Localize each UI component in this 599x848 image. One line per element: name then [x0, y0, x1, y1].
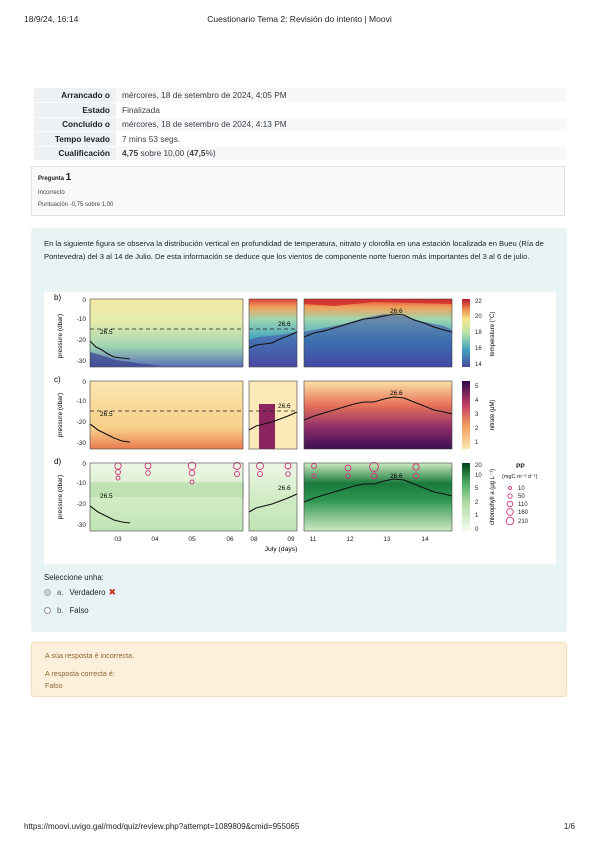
- ytick-b-10: -10: [76, 316, 86, 323]
- answer-option-b[interactable]: [44, 604, 89, 617]
- isotherm-label-d1: 26.5: [100, 493, 113, 500]
- cb-temp-tick-18: 18: [475, 330, 482, 336]
- panel-b-temperature: [90, 299, 452, 367]
- page-number: 1/6: [563, 822, 575, 831]
- isotherm-label-c3: 26.6: [390, 390, 403, 397]
- pp-legend-10: 10: [518, 486, 525, 492]
- cb-chl-tick-0: 0: [475, 527, 479, 533]
- page-url: https://moovi.uvigo.gal/mod/quiz/review.php?attempt=1089809&cmid=955065: [24, 822, 300, 831]
- summary-row-started: [34, 88, 566, 103]
- cb-temp-tick-20: 20: [475, 314, 482, 320]
- isotherm-label-b1: 26.5: [100, 329, 113, 336]
- answer-prompt: Seleccione unha:: [44, 573, 104, 582]
- grade-points: 4,75: [122, 148, 139, 159]
- summary-row-completed: [34, 117, 566, 132]
- xtick-09: 09: [287, 536, 295, 543]
- radio-b[interactable]: [44, 607, 51, 614]
- document-title: Cuestionario Tema 2: Revisión do intento | Moovi: [207, 14, 392, 24]
- ytick-b-20: -20: [76, 337, 86, 344]
- xtick-05: 05: [188, 536, 196, 543]
- pp-legend: [502, 463, 538, 525]
- cb-chl-tick-5: 5: [475, 486, 479, 492]
- option-label-a: Verdadero: [69, 588, 106, 597]
- summary-value: mércores, 18 de setembro de 2024, 4:13 PM: [116, 117, 566, 132]
- grade-end: %): [205, 148, 216, 159]
- cb-nit-tick-4: 4: [475, 398, 479, 404]
- question-number-prefix: Pregunta: [38, 176, 66, 182]
- cb-nit-tick-5: 5: [475, 384, 479, 390]
- xtick-08: 08: [250, 536, 258, 543]
- summary-label: Estado: [34, 103, 116, 118]
- xtick-12: 12: [346, 536, 354, 543]
- pp-legend-50: 50: [518, 494, 525, 500]
- xlabel: July (days): [264, 546, 298, 553]
- summary-value: Finalizada: [116, 103, 566, 118]
- figure-svg: [44, 292, 556, 564]
- question-formulation: [31, 228, 567, 632]
- radio-a[interactable]: [44, 589, 51, 596]
- isotherm-label-b2: 26.6: [278, 321, 291, 328]
- option-label-b: Falso: [69, 606, 89, 615]
- ytick-c-30: -30: [76, 440, 86, 447]
- pp-legend-160: 160: [518, 510, 529, 516]
- question-text: En la siguiente figura se observa la distribución vertical en profundidad de temperatura, nitrato y clorofila en una estación localizada en Bueu (Ría de Pontevedra) del 3 al 14 de Julio. De esta información se deduce que los vientos de componente norte fueron más importantes del 3 al 6 de julio.: [44, 239, 544, 261]
- feedback-incorrect: A súa resposta é incorrecta.: [45, 651, 135, 660]
- cb-nit-tick-1: 1: [475, 440, 479, 446]
- question-number: [38, 172, 558, 183]
- isotherm-label-b3: 26.6: [390, 308, 403, 315]
- colorbar-nitrate-label: nitrate (μM): [490, 399, 496, 431]
- xtick-13: 13: [383, 536, 391, 543]
- ytick-d-20: -20: [76, 501, 86, 508]
- print-header: [24, 14, 575, 26]
- xtick-06: 06: [226, 536, 234, 543]
- summary-row-time-taken: [34, 132, 566, 147]
- cb-chl-tick-1: 1: [475, 513, 479, 519]
- isotherm-label-c1: 26.5: [100, 411, 113, 418]
- isotherm-label-c2: 26.6: [278, 403, 291, 410]
- xtick-03: 03: [114, 536, 122, 543]
- cb-chl-tick-10: 10: [475, 473, 482, 479]
- summary-value: mércores, 18 de setembro de 2024, 4:05 PM: [116, 88, 566, 103]
- question-number-value: 1: [65, 172, 72, 183]
- answer-option-a[interactable]: [44, 586, 116, 599]
- ytick-c-0: 0: [82, 379, 86, 386]
- cb-nit-tick-3: 3: [475, 412, 479, 418]
- ylabel-panel-c: pressure (dbar): [57, 392, 64, 438]
- summary-label: Tempo levado: [34, 132, 116, 147]
- ytick-d-0: 0: [82, 461, 86, 468]
- panel-c-nitrate: [90, 381, 452, 449]
- pp-legend-110: 110: [518, 502, 528, 508]
- cb-chl-tick-20: 20: [475, 463, 482, 469]
- summary-label: Arrancado o: [34, 88, 116, 103]
- summary-row-grade: [34, 146, 566, 161]
- ytick-d-10: -10: [76, 480, 86, 487]
- cb-temp-tick-22: 22: [475, 299, 482, 305]
- colorbar-temperature: [462, 299, 470, 367]
- question-info-box: [31, 166, 565, 216]
- cb-nit-tick-2: 2: [475, 426, 479, 432]
- ytick-c-10: -10: [76, 398, 86, 405]
- xtick-14: 14: [421, 536, 429, 543]
- ylabel-panel-b: pressure (dbar): [57, 313, 64, 359]
- print-footer: [24, 822, 575, 834]
- xtick-04: 04: [151, 536, 159, 543]
- summary-label: Concluído o: [34, 117, 116, 132]
- panel-letter-b: b): [54, 293, 62, 302]
- isotherm-label-d3: 26.6: [390, 473, 403, 480]
- ytick-d-30: -30: [76, 522, 86, 529]
- isotherm-label-d2: 26.6: [278, 485, 291, 492]
- feedback-correct-answer-label: A resposta correcta é:: [45, 668, 115, 678]
- option-letter-b: b.: [57, 606, 64, 615]
- colorbar-nitrate: [462, 381, 470, 449]
- cb-chl-tick-2: 2: [475, 500, 479, 506]
- feedback-box: [31, 642, 567, 697]
- ylabel-panel-d: pressure (dbar): [57, 474, 64, 520]
- ytick-c-20: -20: [76, 419, 86, 426]
- ytick-b-30: -30: [76, 358, 86, 365]
- summary-label: Cualificación: [34, 146, 116, 161]
- incorrect-icon: ✖: [108, 587, 117, 597]
- panel-letter-d: d): [54, 457, 62, 466]
- summary-value: 7 mins 53 segs.: [116, 132, 566, 147]
- colorbar-chlorophyll: [462, 463, 470, 531]
- panel-d-chlorophyll: [90, 462, 452, 531]
- panel-letter-c: c): [54, 375, 61, 384]
- question-grade: Puntuación -0,75 sobre 1,00: [38, 202, 114, 208]
- cb-temp-tick-14: 14: [475, 362, 482, 368]
- summary-value: [116, 146, 566, 161]
- feedback-correct-answer: Falso: [45, 681, 63, 690]
- question-figure: [44, 292, 556, 564]
- question-state: Incorrecto: [38, 190, 65, 196]
- option-letter-a: a.: [57, 588, 64, 597]
- print-date: 18/9/24, 16:14: [24, 14, 79, 24]
- xtick-11: 11: [309, 536, 317, 543]
- ytick-b-0: 0: [82, 297, 86, 304]
- grade-mid: sobre 10,00 (: [138, 148, 190, 159]
- pp-legend-210: 210: [518, 519, 529, 525]
- summary-row-state: [34, 103, 566, 118]
- attempt-summary-table: [34, 88, 566, 161]
- colorbar-chlorophyll-label: chlorophyll a (μg L⁻¹): [490, 468, 496, 526]
- colorbar-temperature-label: temperature (°C): [490, 311, 496, 357]
- grade-percent: 47,5: [189, 148, 206, 159]
- pp-legend-units: (mgC m⁻³ d⁻¹): [502, 474, 538, 480]
- pp-legend-title: PP: [516, 463, 525, 470]
- cb-temp-tick-16: 16: [475, 346, 482, 352]
